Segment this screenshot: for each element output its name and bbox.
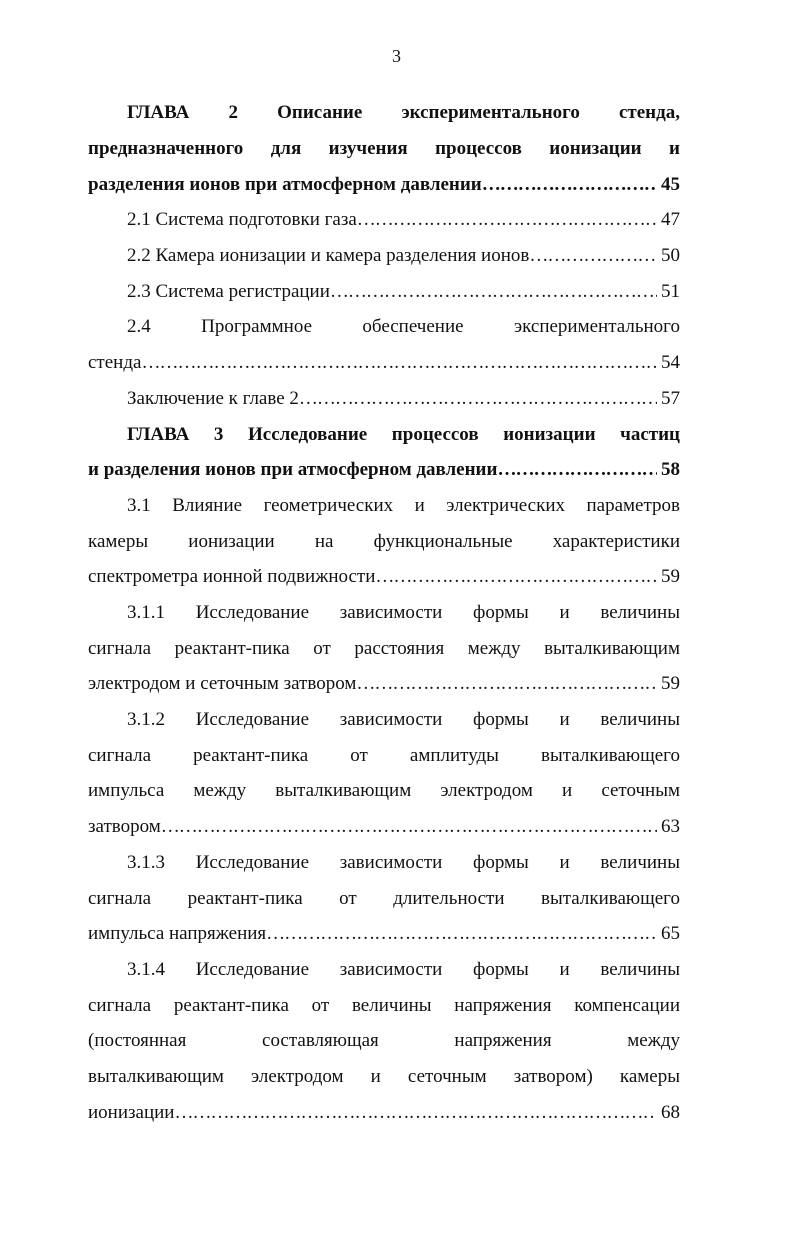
dot-leader: [356, 671, 657, 697]
toc-page-number: 47: [661, 209, 680, 230]
toc-section-3-1-line2: камеры ионизации на функциональные характеристики: [88, 531, 680, 552]
toc-entry-text: 2.3 Система регистрации: [127, 281, 330, 302]
toc-section-2-4-line2[interactable]: [88, 350, 680, 376]
toc-page-number: 50: [661, 245, 680, 266]
toc-section-3-1-1-line3[interactable]: [88, 671, 680, 697]
toc-chapter2-title-line1: ГЛАВА 2 Описание экспериментального стенда,: [127, 102, 680, 123]
dot-leader: [497, 457, 657, 483]
toc-page-number: 59: [661, 566, 680, 587]
toc-page-number: 54: [661, 352, 680, 373]
toc-section-3-1-3-line3[interactable]: [88, 921, 680, 947]
toc-entry-text: электродом и сеточным затвором: [88, 673, 357, 694]
toc-section-2-3[interactable]: [127, 279, 680, 305]
dot-leader: [299, 386, 657, 412]
toc-entry-text: 2.2 Камера ионизации и камера разделения ионов: [127, 245, 530, 266]
dot-leader: [375, 564, 657, 590]
toc-entry-text: затвором: [88, 816, 161, 837]
toc-entry-text: Заключение к главе 2: [127, 388, 299, 409]
dot-leader: [161, 814, 657, 840]
dot-leader: [529, 243, 657, 269]
toc-section-3-1-2-line3: импульса между выталкивающим электродом и сеточным: [88, 780, 680, 801]
toc-section-3-1-2-line4[interactable]: [88, 814, 680, 840]
toc-section-3-1-3-line1: 3.1.3 Исследование зависимости формы и величины: [127, 852, 680, 873]
toc-entry-text: импульса напряжения: [88, 923, 267, 944]
toc-section-3-1-4-line4: выталкивающим электродом и сеточным затвором) камеры: [88, 1066, 680, 1087]
toc-section-3-1-4-line3: (постоянная составляющая напряжения между: [88, 1030, 680, 1051]
toc-chapter2-title-line3[interactable]: [88, 172, 680, 198]
page-number: 3: [392, 46, 401, 66]
toc-section-3-1-1-line1: 3.1.1 Исследование зависимости формы и величины: [127, 602, 680, 623]
toc-page-number: 65: [661, 923, 680, 944]
toc-page-number: 57: [661, 388, 680, 409]
toc-page-number: 51: [661, 281, 680, 302]
dot-leader: [330, 279, 657, 305]
toc-page-number: 45: [661, 174, 680, 195]
toc-section-3-1-line3[interactable]: [88, 564, 680, 590]
toc-conclusion-chapter2[interactable]: [127, 386, 680, 412]
toc-section-3-1-4-line2: сигнала реактант-пика от величины напряжения компенсации: [88, 995, 680, 1016]
toc-entry-text: 2.1 Система подготовки газа: [127, 209, 357, 230]
toc-entry-text: стенда: [88, 352, 142, 373]
toc-entry-text: ионизации: [88, 1102, 175, 1123]
toc-page-number: 68: [661, 1102, 680, 1123]
toc-section-3-1-4-line1: 3.1.4 Исследование зависимости формы и величины: [127, 959, 680, 980]
toc-section-3-1-2-line2: сигнала реактант-пика от амплитуды выталкивающего: [88, 745, 680, 766]
toc-section-3-1-3-line2: сигнала реактант-пика от длительности выталкивающего: [88, 888, 680, 909]
toc-section-2-1[interactable]: [127, 207, 680, 233]
dot-leader: [174, 1100, 657, 1126]
toc-section-3-1-4-line5[interactable]: [88, 1100, 680, 1126]
toc-entry-text: разделения ионов при атмосферном давлении: [88, 174, 482, 195]
toc-section-3-1-line1: 3.1 Влияние геометрических и электрических параметров: [127, 495, 680, 516]
toc-entry-text: спектрометра ионной подвижности: [88, 566, 376, 587]
toc-page-number: 59: [661, 673, 680, 694]
dot-leader: [482, 172, 657, 198]
toc-chapter3-title-line1: ГЛАВА 3 Исследование процессов ионизации частиц: [127, 424, 680, 445]
toc-section-2-4-line1: 2.4 Программное обеспечение экспериментального: [127, 316, 680, 337]
toc-entry-text: и разделения ионов при атмосферном давлении: [88, 459, 498, 480]
toc-section-2-2[interactable]: [127, 243, 680, 269]
dot-leader: [141, 350, 657, 376]
toc-page-number: 63: [661, 816, 680, 837]
toc-chapter2-title-line2: предназначенного для изучения процессов ионизации и: [88, 138, 680, 159]
toc-section-3-1-1-line2: сигнала реактант-пика от расстояния между выталкивающим: [88, 638, 680, 659]
dot-leader: [357, 207, 657, 233]
dot-leader: [266, 921, 657, 947]
toc-chapter3-title-line2[interactable]: [88, 457, 680, 483]
toc-section-3-1-2-line1: 3.1.2 Исследование зависимости формы и величины: [127, 709, 680, 730]
toc-page-number: 58: [661, 459, 680, 480]
